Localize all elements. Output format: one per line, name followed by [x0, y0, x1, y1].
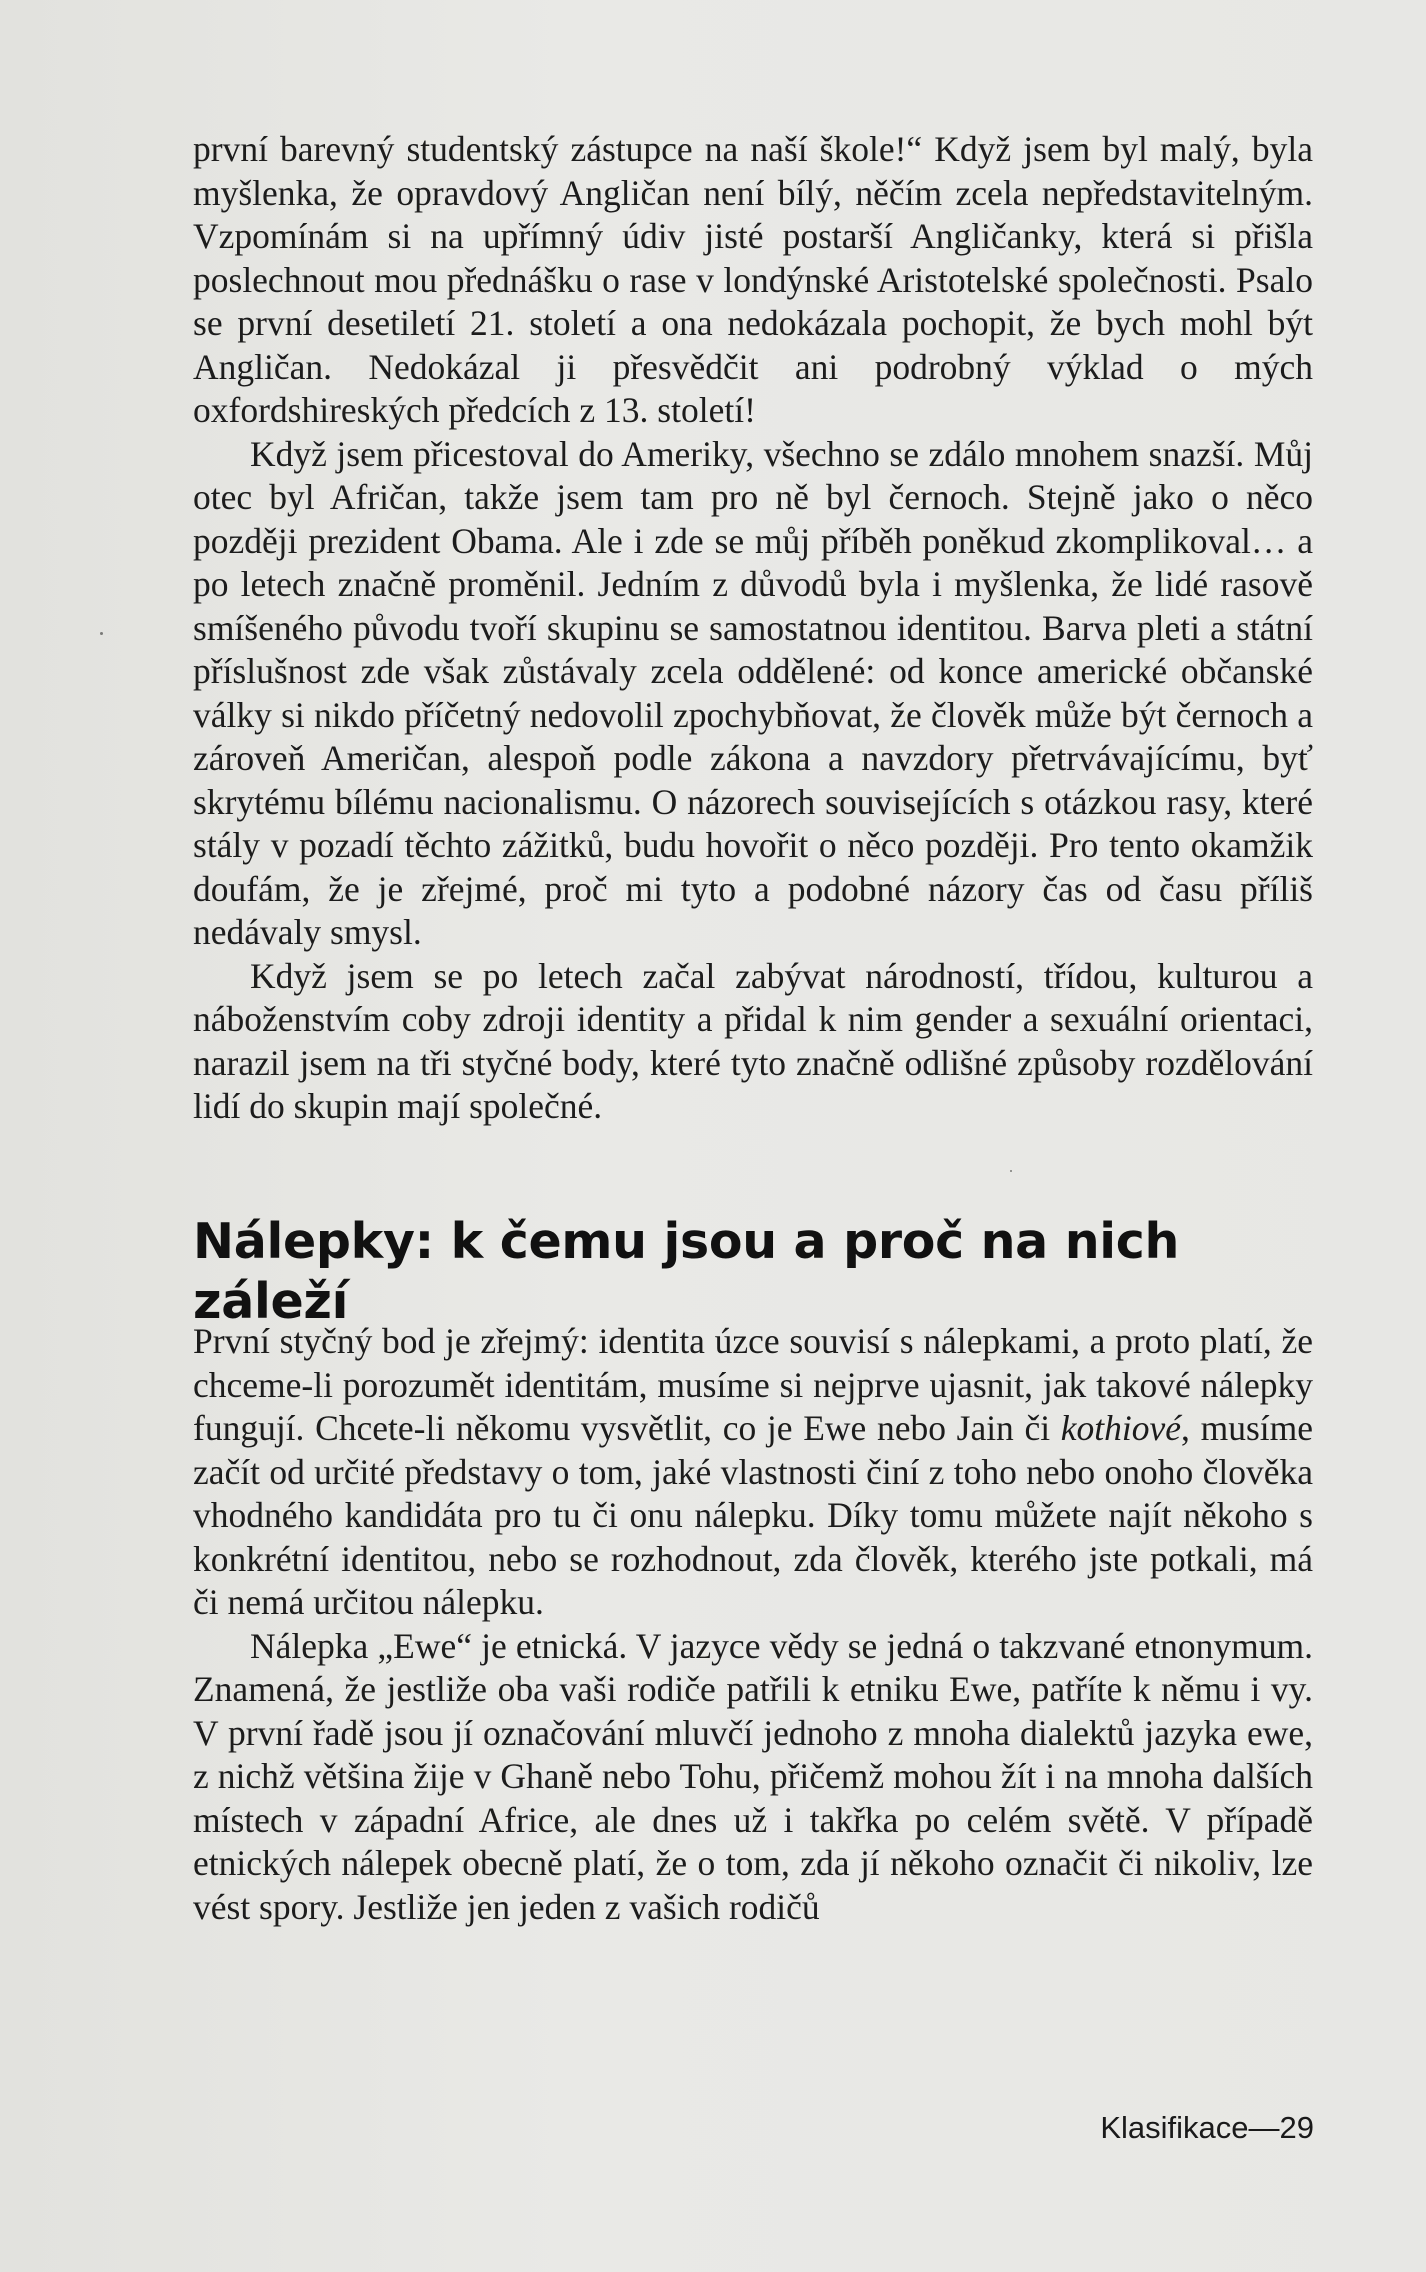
body-text-top — [193, 128, 1313, 1129]
paragraph-text: První styčný bod je zřejmý: identita úzce souvisí s nálepkami, a proto platí, že chceme-li porozumět identitám, musíme si nejprve ujasnit, jak takové nálepky fungují. Chcete-li někomu vysvětlit, co je Ewe nebo Jain či — [193, 1321, 1313, 1448]
section-heading: Nálepky: k čemu jsou a proč na nich záleží — [193, 1213, 1180, 1330]
paper-speck — [1010, 1170, 1012, 1172]
italic-term: kothiové — [1060, 1408, 1182, 1448]
paragraph: Nálepka „Ewe“ je etnická. V jazyce vědy se jedná o takzvané etnonymum. Znamená, že jestliže oba vaši rodiče patřili k etniku Ewe, patříte k němu i vy. V první řadě jsou jí označování mluvčí jednoho z mnoha dialektů jazyka ewe, z nichž většina žije v Ghaně nebo Tohu, přičemž mohou žít i na mnoha dalších místech v západní Africe, ale dnes už i takřka po celém světě. V případě etnických nálepek obecně platí, že o tom, zda jí někoho označit či nikoliv, lze vést spory. Jestliže jen jeden z vašich rodičů — [193, 1625, 1313, 1927]
paragraph — [193, 1320, 1313, 1625]
paragraph: Když jsem přicestoval do Ameriky, všechno se zdálo mnohem snazší. Můj otec byl Afričan, takže jsem tam pro ně byl černoch. Stejně jako o něco později prezident Obama. Ale i zde se můj příběh poněkud zkomplikoval… a po letech značně proměnil. Jedním z důvodů byla i myšlenka, že lidé rasově smíšeného původu tvoří skupinu se samostatnou identitou. Barva pleti a státní příslušnost zde však zůstávaly zcela oddělené: od konce americké občanské války si nikdo příčetný nedovolil zpochybňovat, že člověk může být černoch a zároveň Američan, alespoň podle zákona a navzdory přetrvávajícímu, byť skrytému bílému nacionalismu. O názorech souvisejících s otázkou rasy, které stály v pozadí těchto zážitků, budu hovořit o něco později. Pro tento okamžik doufám, že je zřejmé, proč mi tyto a podobné názory čas od času příliš nedávaly smysl. — [193, 433, 1313, 952]
page-folio: Klasifikace—29 — [1100, 2110, 1314, 2145]
paper-speck — [100, 632, 103, 635]
paragraph: Když jsem se po letech začal zabývat národností, třídou, kulturou a náboženstvím coby zdroji identity a přidal k nim gender a sexuální orientaci, narazil jsem na tři styčné body, které tyto značně odlišné způsoby rozdělování lidí do skupin mají společné. — [193, 955, 1313, 1126]
body-text-bottom — [193, 1320, 1313, 1929]
paragraph-text: , musíme začít od určité představy o tom, jaké vlastnosti činí z toho nebo onoho člověka vhodného kandidáta pro tu či onu nálepku. Díky tomu můžete najít někoho s konkrétní identitou, nebo se rozhodnout, zda člověk, kterého jste potkali, má či nemá určitou nálepku. — [193, 1408, 1313, 1622]
paragraph: první barevný studentský zástupce na naší škole!“ Když jsem byl malý, byla myšlenka, že opravdový Angličan není bílý, něčím zcela nepředstavitelným. Vzpomínám si na upřímný údiv jisté postarší Angličanky, která si přišla poslechnout mou přednášku o rase v londýnské Aristotelské společnosti. Psalo se první desetiletí 21. století a ona nedokázala pochopit, že bych mohl být Angličan. Nedokázal ji přesvědčit ani podrobný výklad o mých oxfordshireských předcích z 13. století! — [193, 129, 1313, 430]
